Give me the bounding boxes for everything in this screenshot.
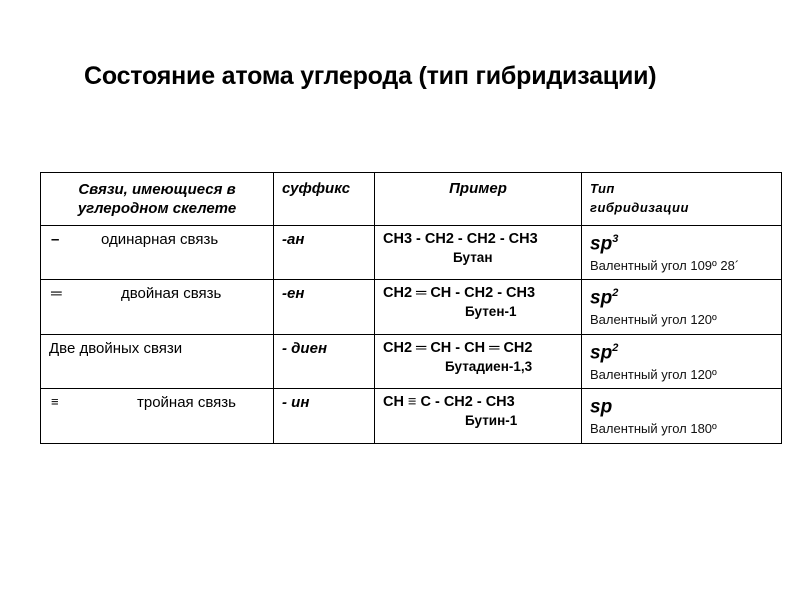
suffix-cell	[274, 335, 375, 389]
example-cell	[375, 335, 582, 389]
hybridization-type: sp	[590, 233, 613, 255]
header-example	[375, 173, 582, 226]
hybridization-exponent: 2	[612, 342, 619, 354]
table-header-row	[41, 173, 782, 226]
formula: CH2 ═ CH - CH2 - CH3	[383, 285, 536, 301]
bond-label: тройная связь	[137, 394, 236, 411]
valence-angle: Валентный угол 180º	[590, 421, 717, 437]
formula: CH2 ═ CH - CH ═ CH2	[383, 340, 533, 356]
hybridization-cell	[582, 389, 782, 444]
suffix-label: - диен	[282, 340, 327, 357]
bond-cell	[41, 335, 274, 389]
table-row	[41, 280, 782, 335]
hybridization-cell	[582, 280, 782, 335]
hybridization-type: sp	[590, 287, 613, 309]
table-row	[41, 226, 782, 280]
suffix-cell	[274, 389, 375, 444]
hybridization-cell	[582, 335, 782, 389]
compound-name: Бутин-1	[465, 413, 518, 428]
compound-name: Бутен-1	[465, 304, 517, 319]
example-cell	[375, 226, 582, 280]
table-row	[41, 389, 782, 444]
example-cell	[375, 280, 582, 335]
header-hyb-line1: Тип	[590, 181, 615, 196]
header-example-label: Пример	[449, 180, 507, 197]
bond-label: двойная связь	[121, 285, 222, 302]
formula: CH3 - CH2 - CH2 - CH3	[383, 231, 538, 247]
suffix-cell	[274, 226, 375, 280]
header-hybridization	[582, 173, 782, 226]
triple-bond-symbol: ≡	[51, 394, 59, 409]
valence-angle: Валентный угол 120º	[590, 312, 717, 328]
hybridization-type: sp	[590, 342, 613, 364]
suffix-label: -ен	[282, 285, 305, 302]
header-hyb-line2: гибридизации	[590, 200, 689, 215]
header-suffix	[274, 173, 375, 226]
valence-angle: Валентный угол 109º 28´	[590, 258, 740, 274]
bond-label: Две двойных связи	[49, 340, 183, 357]
hybridization-exponent: 2	[612, 287, 619, 299]
table-row	[41, 335, 782, 389]
double-bond-symbol: ═	[51, 285, 62, 302]
bond-cell	[41, 389, 274, 444]
bond-cell	[41, 226, 274, 280]
header-bonds-line1: Связи, имеющиеся в	[78, 181, 236, 198]
suffix-label: - ин	[282, 394, 310, 411]
hybridization-cell	[582, 226, 782, 280]
example-cell	[375, 389, 582, 444]
bond-label: одинарная связь	[101, 231, 219, 248]
header-bonds-line2: углеродном скелете	[77, 200, 237, 217]
header-suffix-label: суффикс	[282, 180, 351, 197]
bond-cell	[41, 280, 274, 335]
hybridization-table	[40, 172, 782, 444]
suffix-label: -ан	[282, 231, 305, 248]
suffix-cell	[274, 280, 375, 335]
valence-angle: Валентный угол 120º	[590, 367, 717, 383]
single-bond-symbol: –	[51, 231, 60, 248]
compound-name: Бутадиен-1,3	[445, 359, 533, 374]
hybridization-type: sp	[590, 396, 613, 418]
header-bonds	[41, 173, 274, 226]
page-title: Состояние атома углерода (тип гибридизации)	[84, 62, 657, 90]
hybridization-exponent: 3	[612, 233, 619, 245]
compound-name: Бутан	[453, 250, 493, 265]
formula: CH ≡ C - CH2 - CH3	[383, 394, 515, 410]
